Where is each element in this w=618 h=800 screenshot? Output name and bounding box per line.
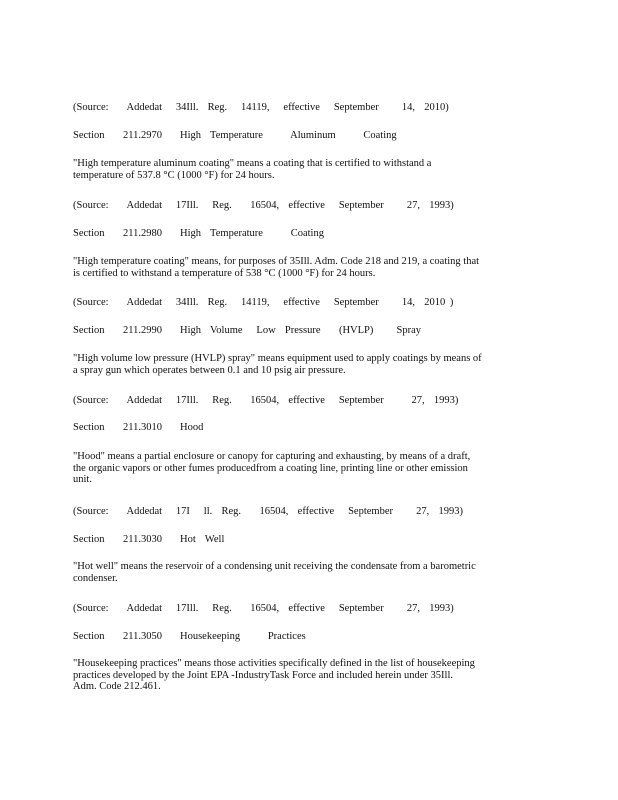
section-title: High Temperature Aluminum Coating (180, 130, 397, 141)
source-note: (Source: Addedat 34Ill. Reg. 14119, effective September 14, 2010) (73, 102, 449, 113)
source-note: (Source: Addedat 17Ill. Reg. 16504, effective September 27, 1993) (73, 200, 454, 211)
definition-text: "Hot well" means the reservoir of a condensing unit receiving the condensate from a barometric condenser. (73, 561, 476, 584)
section-number: Section 211.3050 (73, 631, 162, 642)
section-heading (73, 534, 543, 545)
section-title: High Temperature Coating (180, 228, 324, 239)
definition-text: "Hood" means a partial enclosure or canopy for capturing and exhausting, by means of a draft, the organic vapors or other fumes producedfrom a coating line, printing line or other emission unit. (73, 451, 471, 485)
section-number: Section 211.3030 (73, 534, 162, 545)
section-heading (73, 325, 543, 336)
source-note: (Source: Addedat 17I ll. Reg. 16504, effective September 27, 1993) (73, 506, 463, 517)
section-heading (73, 631, 543, 642)
source-note: (Source: Addedat 17Ill. Reg. 16504, effective September 27, 1993) (73, 395, 459, 406)
section-title: Housekeeping Practices (180, 631, 306, 642)
definition-text: "High temperature aluminum coating" means a coating that is certified to withstand a temperature of 537.8 °C (1000 °F) for 24 hours. (73, 158, 432, 181)
section-heading (73, 228, 543, 239)
section-title: Hood (180, 422, 204, 433)
definition-text: "High volume low pressure (HVLP) spray" means equipment used to apply coatings by means of a spray gun which operates between 0.1 and 10 psig air pressure. (73, 353, 482, 376)
section-heading (73, 130, 543, 141)
section-number: Section 211.3010 (73, 422, 162, 433)
section-number: Section 211.2970 (73, 130, 162, 141)
section-number: Section 211.2990 (73, 325, 162, 336)
section-title: Hot Well (180, 534, 225, 545)
definition-text: "High temperature coating" means, for purposes of 35Ill. Adm. Code 218 and 219, a coating that is certified to withstand a temperature of 538 °C (1000 °F) for 24 hours. (73, 256, 480, 279)
definition-text: "Housekeeping practices" means those activities specifically defined in the list of housekeeping practices developed by the Joint EPA -IndustryTask Force and included herein under 35Ill. Adm. Code 212.461. (73, 658, 475, 692)
section-title: High Volume Low Pressure (HVLP) Spray (180, 325, 422, 336)
source-note: (Source: Addedat 34Ill. Reg. 14119, effective September 14, 2010 ) (73, 297, 454, 308)
section-number: Section 211.2980 (73, 228, 162, 239)
source-note: (Source: Addedat 17Ill. Reg. 16504, effective September 27, 1993) (73, 603, 454, 614)
section-heading (73, 422, 543, 433)
